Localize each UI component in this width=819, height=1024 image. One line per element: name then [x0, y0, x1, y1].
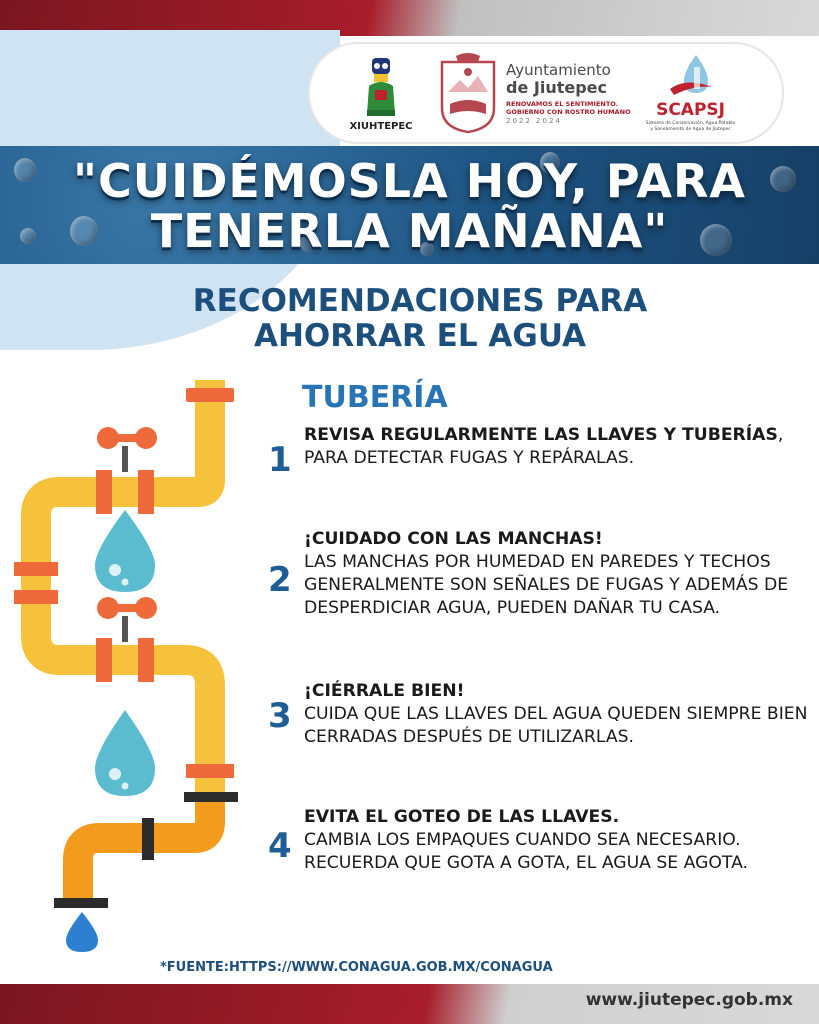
jiutepec-shield-icon: [438, 52, 498, 134]
ayuntamiento-slogan1: RENOVAMOS EL SENTIMIENTO.: [506, 99, 619, 108]
scapsj-name: SCAPSJ: [656, 100, 725, 120]
slogan-line1: "CUIDÉMOSLA HOY, PARA: [73, 154, 746, 208]
scapsj-drop-icon: [666, 53, 716, 101]
source-link[interactable]: *FUENTE:HTTPS://WWW.CONAGUA.GOB.MX/CONAGUA: [160, 960, 553, 975]
recommendation-body: , PARA DETECTAR FUGAS Y REPÁRALAS.: [304, 425, 784, 468]
recommendation-body: CAMBIA LOS EMPAQUES CUANDO SEA NECESARIO. RECUERDA QUE GOTA A GOTA, EL AGUA SE AGOTA.: [304, 830, 749, 873]
ayuntamiento-slogan2: GOBIERNO CON ROSTRO HUMANO: [506, 107, 631, 116]
slogan-line2: TENERLA MAÑANA": [150, 204, 669, 258]
recommendation-text: [304, 424, 814, 470]
recommendation-body: LAS MANCHAS POR HUMEDAD EN PAREDES Y TECHOS GENERALMENTE SON SEÑALES DE FUGAS Y ADEMÁS DE DESPERDICIAR AGUA, PUEDEN DAÑAR TU CASA.: [304, 552, 789, 618]
recommendation-number: 3: [268, 696, 292, 736]
recommendation-body: CUIDA QUE LAS LLAVES DEL AGUA QUEDEN SIEMPRE BIEN CERRADAS DESPUÉS DE UTILIZARLAS.: [304, 704, 808, 747]
ayuntamiento-years: 2022 2024: [506, 116, 562, 125]
page-title: [100, 284, 740, 354]
water-drop-icon: [95, 710, 155, 796]
xiuhtepec-emblem-icon: [361, 54, 401, 118]
scapsj-subtitle: Sistema de Conservación, Agua Potable y Saneamiento de Agua de Jiutepec: [645, 121, 736, 132]
recommendation-text: [304, 680, 814, 749]
valve-icon: [97, 427, 157, 472]
ayuntamiento-line2: de Jiutepec: [506, 77, 607, 97]
water-drop-icon: [66, 912, 98, 952]
recommendation-bold: ¡CUIDADO CON LAS MANCHAS!: [304, 529, 603, 549]
valve-icon: [97, 597, 157, 642]
recommendation-number: 1: [268, 440, 292, 480]
ayuntamiento-line1: Ayuntamiento: [506, 60, 611, 79]
recommendation-number: 2: [268, 560, 292, 600]
recommendation-bold: ¡CIÉRRALE BIEN!: [304, 681, 465, 701]
xiuhtepec-label: XIUHTEPEC: [349, 121, 413, 132]
xiuhtepec-logo: [336, 54, 426, 132]
pipe-ring-icon: [186, 388, 234, 402]
logos-bar: [310, 44, 782, 142]
ayuntamiento-logo: [438, 52, 631, 134]
recommendation-text: [304, 528, 814, 620]
website-link[interactable]: www.jiutepec.gob.mx: [585, 990, 793, 1010]
water-drop-icon: [95, 510, 155, 592]
slogan-banner: [0, 146, 819, 264]
slogan-title: [0, 156, 819, 256]
scapsj-logo: [645, 53, 737, 133]
recommendation-bold: REVISA REGULARMENTE LAS LLAVES Y TUBERÍAS: [304, 425, 778, 445]
recommendation-bold: EVITA EL GOTEO DE LAS LLAVES.: [304, 807, 620, 827]
recommendation-text: [304, 806, 814, 875]
page-title-line1: RECOMENDACIONES PARA: [192, 283, 648, 319]
page-title-line2: AHORRAR EL AGUA: [253, 318, 587, 354]
pipe-illustration: [0, 360, 260, 960]
section-title: TUBERÍA: [302, 380, 448, 415]
recommendation-number: 4: [268, 826, 292, 866]
